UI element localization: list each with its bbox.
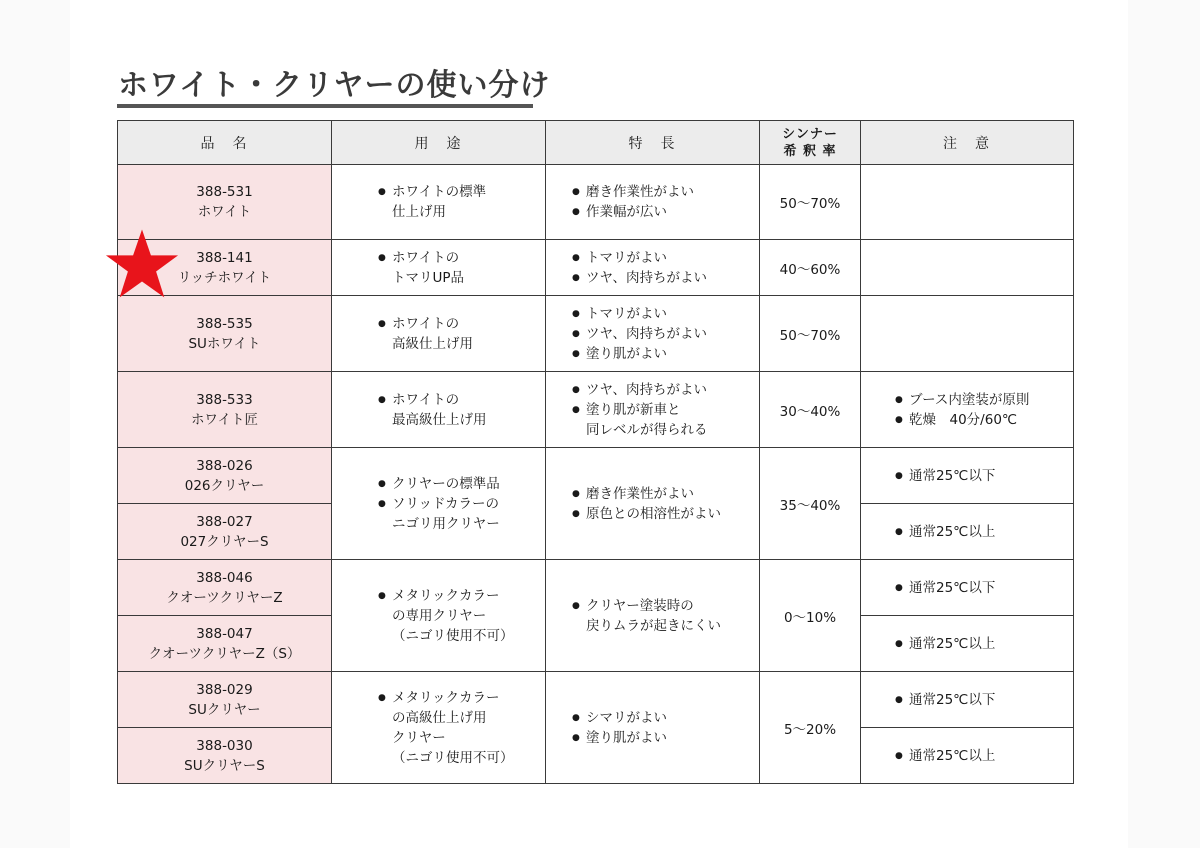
bullet-item: ● 塗り肌がよい (572, 344, 759, 364)
thinner-rate-cell: 30〜40% (760, 372, 861, 448)
bullet-list (861, 746, 1073, 766)
bullet-list (332, 390, 545, 430)
feature-cell (546, 372, 760, 448)
bullet-item: ● 通常25℃以下 (895, 690, 1073, 710)
bullet-item: 同レベルが得られる (586, 421, 708, 438)
product-code: 388-533 (196, 391, 253, 408)
thinner-rate-cell: 40〜60% (760, 240, 861, 296)
bullet-item: 戻りムラが起きにくい (586, 617, 721, 634)
note-cell (861, 560, 1074, 616)
bullet-item: クリヤー (392, 729, 446, 746)
bullet-item: ● 塗り肌がよい (572, 728, 759, 748)
bullet-item: ● 通常25℃以上 (895, 746, 1073, 766)
product-name: ホワイト匠 (190, 411, 259, 428)
bullet-item: ● シマリがよい (572, 708, 759, 728)
product-name: SUホワイト (188, 335, 261, 352)
thinner-rate-cell: 35〜40% (760, 448, 861, 560)
table-row (118, 296, 1074, 372)
bullet-item: ● メタリックカラー (378, 688, 545, 708)
use-cell (332, 448, 546, 560)
bullet-item: ● 通常25℃以下 (895, 466, 1073, 486)
title-underline (117, 104, 533, 108)
bullet-list (546, 248, 759, 288)
bullet-list (861, 466, 1073, 486)
product-code: 388-047 (196, 625, 253, 642)
bullet-item: ● トマリがよい (572, 248, 759, 268)
feature-cell (546, 448, 760, 560)
note-cell (861, 296, 1074, 372)
bullet-list (546, 596, 759, 636)
thinner-rate-cell: 50〜70% (760, 165, 861, 240)
use-cell (332, 165, 546, 240)
product-code: 388-535 (196, 315, 253, 332)
table-row (118, 672, 1074, 728)
bullet-item: ● 通常25℃以上 (895, 522, 1073, 542)
bullet-item: ● ツヤ、肉持ちがよい (572, 380, 759, 400)
thinner-rate-cell: 50〜70% (760, 296, 861, 372)
header-use: 用 途 (332, 121, 546, 165)
table-row (118, 560, 1074, 616)
table-body (118, 165, 1074, 784)
bullet-list (332, 182, 545, 222)
table-row (118, 372, 1074, 448)
product-name-cell (118, 372, 332, 448)
note-cell (861, 240, 1074, 296)
feature-cell (546, 240, 760, 296)
feature-cell (546, 560, 760, 672)
table-row (118, 448, 1074, 504)
bullet-list (546, 484, 759, 524)
bullet-item: ● ホワイトの標準 (378, 182, 545, 202)
bullet-list (332, 586, 545, 646)
bullet-item: ● ブース内塗装が原則 (895, 390, 1073, 410)
product-code: 388-026 (196, 457, 253, 474)
use-cell (332, 372, 546, 448)
bullet-list (546, 708, 759, 748)
star-icon (104, 228, 180, 300)
product-name: リッチホワイト (177, 269, 272, 286)
note-cell (861, 448, 1074, 504)
bullet-item: ● 作業幅が広い (572, 202, 759, 222)
product-code: 388-046 (196, 569, 253, 586)
feature-cell (546, 296, 760, 372)
product-name: SUクリヤーS (184, 757, 265, 774)
product-code: 388-029 (196, 681, 253, 698)
header-row (118, 121, 1074, 165)
product-name-cell (118, 504, 332, 560)
bullet-list (332, 688, 545, 768)
bullet-list (861, 578, 1073, 598)
bullet-item: の専用クリヤー (392, 607, 487, 624)
product-name: クオーツクリヤーZ（S） (148, 645, 301, 662)
product-name-cell (118, 616, 332, 672)
bullet-item: （ニゴリ使用不可） (392, 749, 514, 766)
bullet-item: ● 磨き作業性がよい (572, 182, 759, 202)
page-margin-left (0, 0, 70, 848)
feature-cell (546, 672, 760, 784)
bullet-list (546, 182, 759, 222)
note-cell (861, 165, 1074, 240)
bullet-item: ● ツヤ、肉持ちがよい (572, 324, 759, 344)
bullet-list (546, 304, 759, 364)
bullet-item: 最高級仕上げ用 (392, 411, 487, 428)
bullet-item: ● ツヤ、肉持ちがよい (572, 268, 759, 288)
product-name: クオーツクリヤーZ (166, 589, 283, 606)
bullet-item: ● ホワイトの (378, 248, 545, 268)
bullet-list (332, 314, 545, 354)
note-cell (861, 728, 1074, 784)
bullet-item: ● ホワイトの (378, 314, 545, 334)
bullet-list (332, 248, 545, 288)
bullet-list (861, 634, 1073, 654)
table-row (118, 240, 1074, 296)
bullet-item: ● トマリがよい (572, 304, 759, 324)
bullet-item: ● クリヤーの標準品 (378, 474, 545, 494)
bullet-item: 高級仕上げ用 (392, 335, 473, 352)
page-margin-right (1128, 0, 1200, 848)
bullet-list (332, 474, 545, 534)
bullet-item: ● 磨き作業性がよい (572, 484, 759, 504)
header-thinner (760, 121, 861, 165)
thinner-rate-cell: 5〜20% (760, 672, 861, 784)
bullet-item: ● 乾燥 40分/60℃ (895, 410, 1073, 430)
feature-cell (546, 165, 760, 240)
bullet-item: ● 塗り肌が新車と (572, 400, 759, 420)
product-code: 388-531 (196, 184, 253, 200)
product-name-cell (118, 728, 332, 784)
header-thinner-line1: シンナー (782, 126, 838, 142)
bullet-item: の高級仕上げ用 (392, 709, 487, 726)
product-name: ホワイト (197, 204, 252, 220)
bullet-item: ● ソリッドカラーの (378, 494, 545, 514)
product-name: 026クリヤー (184, 477, 265, 494)
bullet-list (861, 390, 1073, 430)
use-cell (332, 240, 546, 296)
bullet-item: ● クリヤー塗装時の (572, 596, 759, 616)
bullet-item: トマリUP品 (392, 269, 465, 286)
use-cell (332, 672, 546, 784)
product-name-cell (118, 296, 332, 372)
bullet-item: （ニゴリ使用不可） (392, 627, 514, 644)
use-cell (332, 296, 546, 372)
use-cell (332, 560, 546, 672)
bullet-list (861, 522, 1073, 542)
bullet-item: ● ホワイトの (378, 390, 545, 410)
product-name-cell (118, 672, 332, 728)
note-cell (861, 372, 1074, 448)
product-code: 388-030 (196, 737, 253, 754)
bullet-item: ● 原色との相溶性がよい (572, 504, 759, 524)
note-cell (861, 616, 1074, 672)
product-name-cell (118, 448, 332, 504)
bullet-list (861, 690, 1073, 710)
note-cell (861, 672, 1074, 728)
header-note: 注 意 (861, 121, 1074, 165)
header-feature: 特 長 (546, 121, 760, 165)
product-code: 388-027 (196, 513, 253, 530)
page-title: ホワイト・クリヤーの使い分け (118, 68, 551, 103)
usage-table (117, 120, 1074, 784)
product-code: 388-141 (196, 249, 253, 266)
table-row (118, 165, 1074, 240)
bullet-item: ● メタリックカラー (378, 586, 545, 606)
product-name: 027クリヤーS (180, 533, 269, 550)
product-name: SUクリヤー (188, 701, 261, 718)
thinner-rate-cell: 0〜10% (760, 560, 861, 672)
bullet-item: ニゴリ用クリヤー (392, 515, 500, 532)
bullet-list (546, 380, 759, 440)
bullet-item: ● 通常25℃以下 (895, 578, 1073, 598)
header-thinner-line2: 希 釈 率 (783, 143, 837, 159)
note-cell (861, 504, 1074, 560)
bullet-item: ● 通常25℃以上 (895, 634, 1073, 654)
bullet-item: 仕上げ用 (392, 204, 446, 220)
header-name: 品 名 (118, 121, 332, 165)
product-name-cell (118, 560, 332, 616)
